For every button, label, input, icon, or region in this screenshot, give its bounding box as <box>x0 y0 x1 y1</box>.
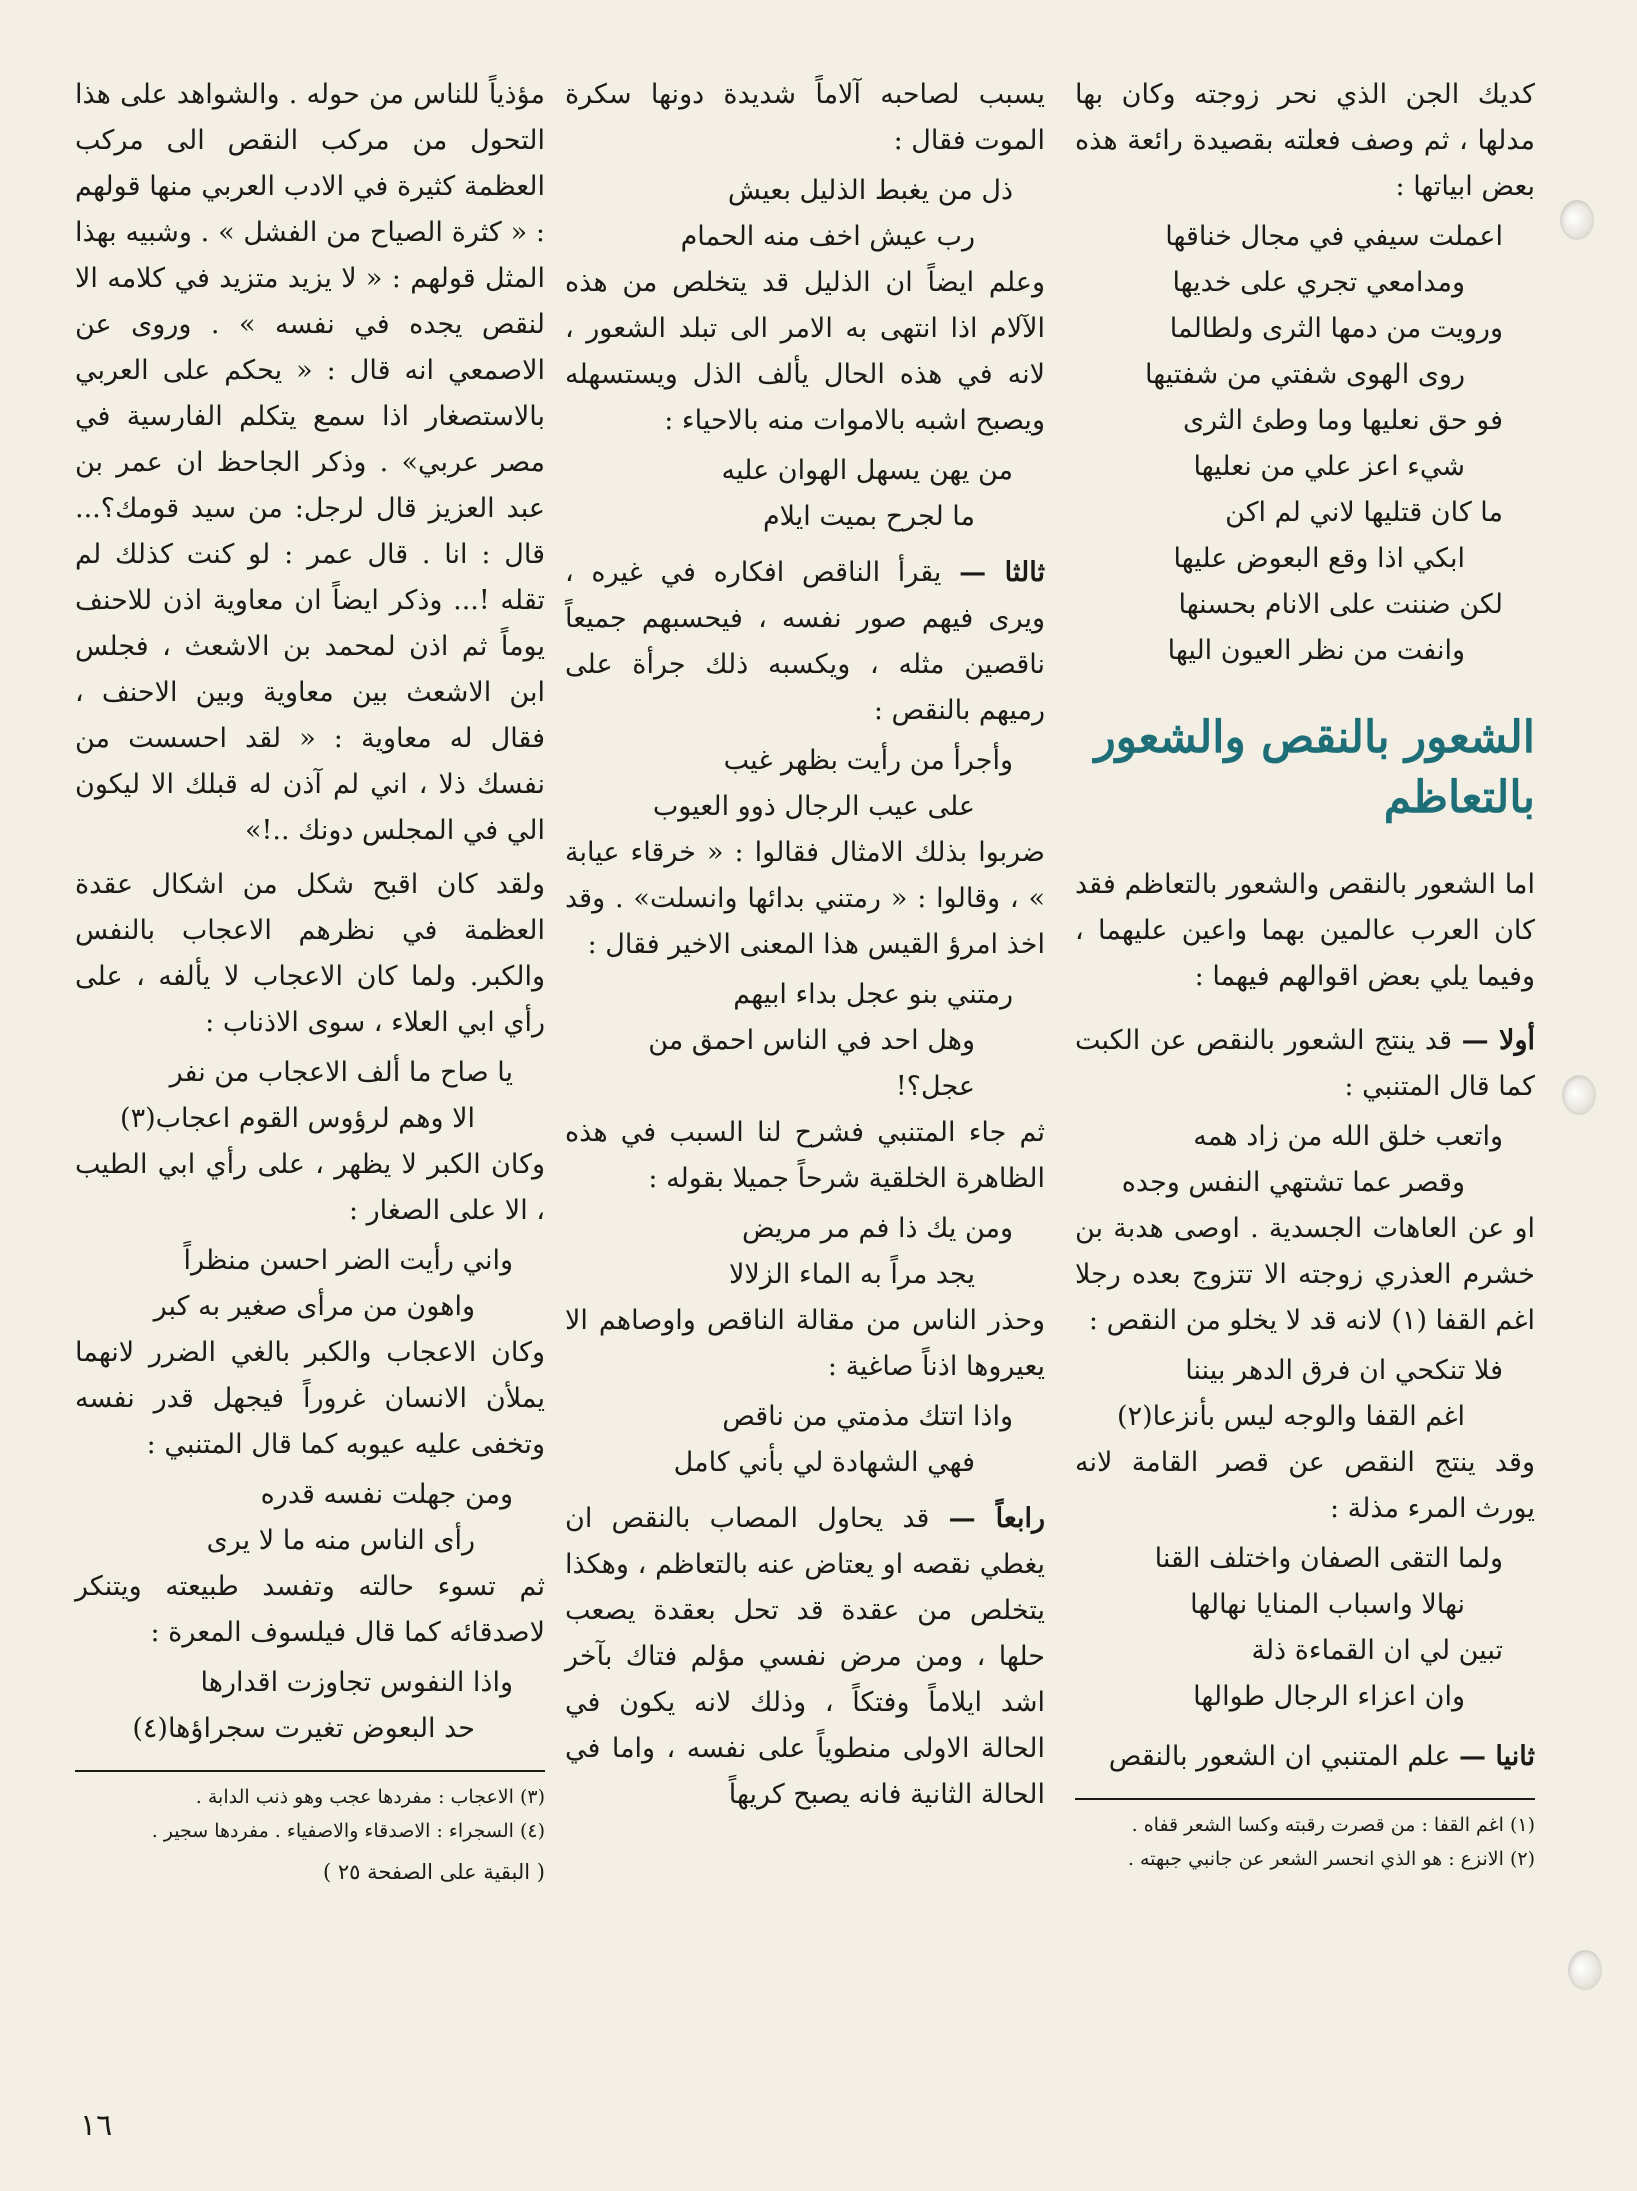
verse-line: واني رأيت الضر احسن منظراً <box>183 1245 513 1276</box>
binder-hole-middle <box>1562 1075 1596 1115</box>
verse-line: الا وهم لرؤوس القوم اعجاب(٣) <box>120 1103 475 1134</box>
paragraph <box>1075 1734 1535 1780</box>
verse-line: رمتني بنو عجل بداء ابيهم <box>733 979 1013 1010</box>
paragraph <box>1075 1018 1535 1110</box>
paragraph: وحذر الناس من مقالة الناقص واوصاهم الا يعيروها اذناً صاغية : <box>565 1305 1045 1382</box>
binder-hole-top <box>1560 200 1594 240</box>
middle-column <box>565 72 1045 1822</box>
verse-line: واذا اتتك مذمتي من ناقص <box>722 1401 1013 1432</box>
verse-line: يا صاح ما ألف الاعجاب من نفر <box>169 1057 513 1088</box>
section-heading: الشعور بالنقص والشعور بالتعاظم <box>1094 712 1535 823</box>
verse-line: ابكي اذا وقع البعوض عليها <box>1173 543 1465 574</box>
verse-line: ومن جهلت نفسه قدره <box>260 1479 513 1510</box>
verse-line: واهون من مرأى صغير به كبر <box>153 1291 475 1322</box>
verse-line: فلا تنكحي ان فرق الدهر بيننا <box>1185 1355 1503 1386</box>
point-label: أولا — <box>1461 1025 1535 1056</box>
poem-1 <box>1075 214 1535 674</box>
left-column <box>75 72 545 1911</box>
right-column <box>1075 72 1535 1876</box>
verse-line: واتعب خلق الله من زاد همه <box>1193 1121 1503 1152</box>
binder-hole-bottom <box>1568 1950 1602 1990</box>
verse-line: رأى الناس منه ما لا يرى <box>206 1525 475 1556</box>
verse-line: وأجرأ من رأيت بظهر غيب <box>723 745 1013 776</box>
footnote: (٤) السجراء : الاصدقاء والاصفياء . مفردها سجير . <box>151 1820 545 1842</box>
verse-line: ذل من يغبط الذليل بعيش <box>727 175 1013 206</box>
paragraph-text: قد ينتج الشعور بالنقص عن الكبت كما قال المتنبي : <box>1075 1025 1535 1102</box>
verse-line: تبين لي ان القماءة ذلة <box>1251 1635 1503 1666</box>
footnote: (٣) الاعجاب : مفردها عجب وهو ذنب الدابة . <box>195 1786 545 1808</box>
verse-line: لكن ضننت على الانام بحسنها <box>1178 589 1503 620</box>
verse-line: فو حق نعليها وما وطئ الثرى <box>1183 405 1503 436</box>
paragraph: مؤذياً للناس من حوله . والشواهد على هذا التحول من مركب النقص الى مركب العظمة كثيرة في الادب العربي منها قولهم : « كثرة الصياح من الفشل » . وشبيه بهذا المثل قولهم : « لا يزيد متزيد في كلامه الا لنقص يجده في نفسه » . وروى عن الاصمعي انه قال : « يحكم على العربي بالاستصغار اذا سمع يتكلم الفارسية في مصر عربي» . وذكر الجاحظ ان عمر بن عبد العزيز قال لرجل: من سيد قومك؟... قال : انا . قال عمر : لو كنت كذلك لم تقله !... وذكر ايضاً ان معاوية اذن للاحنف يوماً ثم اذن لمحمد بن الاشعث ، فجلس ابن الاشعث بين معاوية وبين الاحنف ، فقال له معاوية : « لقد احسست من نفسك ذلا ، اني لم آذن له قبلك الا ليكون الي في المجلس دونك ..!» <box>75 79 545 846</box>
verse-line: يجد مراً به الماء الزلالا <box>729 1259 975 1290</box>
paragraph-text: يقرأ الناقص افكاره في غيره ، ويرى فيهم صور نفسه ، فيحسبهم جميعاً ناقصين مثله ، ويكسبه ذلك جرأة على رميهم بالنقص : <box>565 557 1045 726</box>
page-number: ١٦ <box>80 2108 113 2143</box>
paragraph-text: علم المتنبي ان الشعور بالنقص <box>1108 1741 1451 1772</box>
paragraph: يسبب لصاحبه آلاماً شديدة دونها سكرة الموت فقال : <box>565 79 1045 156</box>
verse-line: ولما التقى الصفان واختلف القنا <box>1154 1543 1503 1574</box>
verse-line: وقصر عما تشتهي النفس وجده <box>1121 1167 1465 1198</box>
verse-line: ورويت من دمها الثرى ولطالما <box>1169 313 1503 344</box>
verse-line: ما لجرح بميت ايلام <box>762 501 975 532</box>
paragraph: وعلم ايضاً ان الذليل قد يتخلص من هذه الآلام اذا انتهى به الامر الى تبلد الشعور ، لانه في هذه الحال يألف الذل ويستسهله ويصبح اشبه بالاموات منه بالاحياء : <box>565 267 1045 436</box>
paragraph <box>565 550 1045 734</box>
verse-line: على عيب الرجال ذوو العيوب <box>652 791 975 822</box>
verse-line: واذا النفوس تجاوزت اقدارها <box>200 1667 513 1698</box>
paragraph: ولقد كان اقبح شكل من اشكال عقدة العظمة في نظرهم الاعجاب بالنفس والكبر. ولما كان الاعجاب لا يألفه ، على رأي ابي العلاء ، سوى الاذناب : <box>75 869 545 1038</box>
paragraph: كديك الجن الذي نحر زوجته وكان بها مدلها ، ثم وصف فعلته بقصيدة رائعة هذه بعض ابياتها : <box>1075 79 1535 202</box>
paragraph-text: قد يحاول المصاب بالنقص ان يغطي نقصه او يعتاض عنه بالتعاظم ، وهكذا يتخلص من عقدة قد تحل بعقدة يصعب حلها ، ومن مرض نفسي مؤلم فتاك بآخر اشد ايلاماً وفتكاً ، وذلك لانه يكون في الحالة الاولى منطوياً على نفسه ، واما في الحالة الثانية فانه يصبح كريهاً <box>565 1503 1045 1810</box>
verse-line: ومدامعي تجري على خديها <box>1172 267 1465 298</box>
paragraph: ثم تسوء حالته وتفسد طبيعته ويتنكر لاصدقائه كما قال فيلسوف المعرة : <box>75 1571 545 1648</box>
verse-line: وان اعزاء الرجال طوالها <box>1193 1681 1465 1712</box>
footnote: (٢) الانزع : هو الذي انحسر الشعر عن جانبي جبهته . <box>1127 1848 1535 1870</box>
paragraph: وكان الكبر لا يظهر ، على رأي ابي الطيب ، الا على الصغار : <box>75 1149 545 1226</box>
verse-line: حد البعوض تغيرت سجراؤها(٤) <box>132 1713 475 1744</box>
footnotes <box>75 1770 545 1848</box>
verse-line: اعملت سيفي في مجال خناقها <box>1165 221 1503 252</box>
paragraph <box>565 1496 1045 1818</box>
point-label: ثالثا — <box>959 557 1045 588</box>
verse-line: روى الهوى شفتي من شفتيها <box>1145 359 1465 390</box>
point-label: رابعاً — <box>948 1503 1045 1534</box>
verse-line: شيء اعز علي من نعليها <box>1193 451 1465 482</box>
footnotes <box>1075 1798 1535 1876</box>
verse-line: اغم القفا والوجه ليس بأنزعا(٢) <box>1117 1401 1465 1432</box>
paragraph: وقد ينتج النقص عن قصر القامة لانه يورث المرء مذلة : <box>1075 1447 1535 1524</box>
footnote: (١) اغم القفا : من قصرت رقبته وكسا الشعر قفاه . <box>1131 1814 1535 1836</box>
paragraph: وكان الاعجاب والكبر بالغي الضرر لانهما يملأن الانسان غروراً فيجهل قدر نفسه وتخفى عليه عيوبه كما قال المتنبي : <box>75 1337 545 1460</box>
paragraph: او عن العاهات الجسدية . اوصى هدبة بن خشرم العذري زوجته الا تتزوج بعده رجلا اغم القفا (١) لانه قد لا يخلو من النقص : <box>1075 1213 1535 1336</box>
verse-line: فهي الشهادة لي بأني كامل <box>673 1447 975 1478</box>
paragraph: اما الشعور بالنقص والشعور بالتعاظم فقد كان العرب عالمين بهما واعين عليهما ، وفيما يلي بعض اقوالهم فيهما : <box>1075 869 1535 992</box>
verse-line: رب عيش اخف منه الحمام <box>680 221 975 252</box>
verse-line: من يهن يسهل الهوان عليه <box>721 455 1013 486</box>
paragraph: ضربوا بذلك الامثال فقالوا : « خرقاء عيابة » ، وقالوا : « رمتني بدائها وانسلت» . وقد اخذ امرؤ القيس هذا المعنى الاخير فقال : <box>565 837 1045 960</box>
continued-note: ( البقية على الصفحة ٢٥ ) <box>323 1860 545 1884</box>
verse-line: وهل احد في الناس احمق من عجل؟! <box>648 1025 975 1102</box>
paragraph: ثم جاء المتنبي فشرح لنا السبب في هذه الظاهرة الخلقية شرحاً جميلا بقوله : <box>565 1117 1045 1194</box>
verse-line: ومن يك ذا فم مر مريض <box>742 1213 1013 1244</box>
verse-line: ما كان قتليها لاني لم اكن <box>1225 497 1503 528</box>
point-label: ثانيا — <box>1458 1741 1535 1772</box>
verse-line: وانفت من نظر العيون اليها <box>1167 635 1465 666</box>
verse-line: نهالا واسباب المنايا نهالها <box>1190 1589 1465 1620</box>
